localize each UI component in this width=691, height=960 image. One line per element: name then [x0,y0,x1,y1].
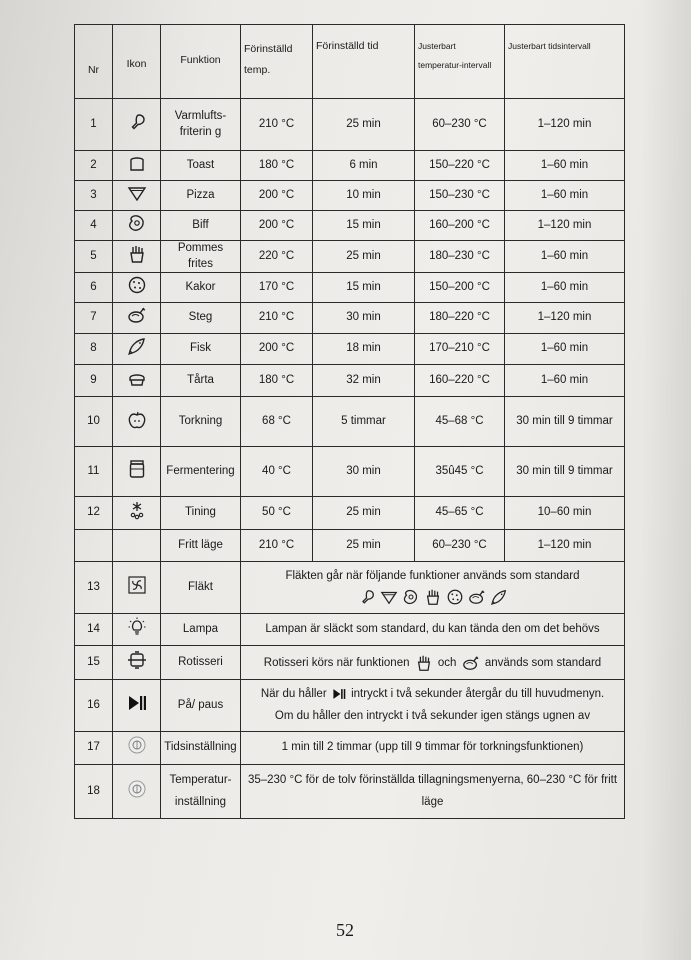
row-nr: 5 [75,241,113,273]
header-nr: Nr [75,25,113,99]
row-function: Torkning [161,397,241,447]
rotisserie-icon [127,650,147,670]
row-nr: 17 [75,732,113,765]
rotisseri-desc-part2: och [437,656,457,669]
row-function: Tidsinställning [161,732,241,765]
row-temp: 200 °C [241,211,313,241]
row-icon-cell [113,732,161,765]
row-icon-cell [113,334,161,365]
fan-icon [127,575,147,595]
row-time-range: 1–60 min [505,241,625,273]
row-time: 6 min [313,151,415,181]
row-temp-range: 180–220 °C [415,303,505,334]
row-temp: 200 °C [241,181,313,211]
row-time-range: 1–60 min [505,365,625,397]
row-description: Lampan är släckt som standard, du kan tända den om det behövs [241,614,625,646]
flakt-icon-row [244,588,621,606]
table-row-lampa [75,614,625,646]
row-time-range: 1–60 min [505,273,625,303]
row-temp-range: 35û45 °C [415,447,505,497]
steak-icon [127,213,147,233]
row-description [241,646,625,680]
row-function: Varmlufts-friterin g [161,99,241,151]
row-icon-cell [113,614,161,646]
row-nr: 2 [75,151,113,181]
row-time: 5 timmar [313,397,415,447]
row-time-range: 1–120 min [505,211,625,241]
row-temp-range: 45–65 °C [415,497,505,530]
table-row [75,447,625,497]
row-function: Fläkt [161,562,241,614]
row-time: 15 min [313,273,415,303]
row-icon-cell [113,151,161,181]
row-time: 32 min [313,365,415,397]
row-temp: 200 °C [241,334,313,365]
table-row [75,211,625,241]
row-nr: 18 [75,765,113,819]
row-function: Temperatur-inställning [161,765,241,819]
dial-icon [127,779,147,799]
jar-icon [127,459,147,479]
header-justerbart-tid: Justerbart tidsintervall [505,25,625,99]
table-row [75,181,625,211]
row-temp: 50 °C [241,497,313,530]
paus-desc-part1: När du håller [260,687,327,700]
row-nr: 12 [75,497,113,530]
header-ikon: Ikon [113,25,161,99]
row-description: 35–230 °C för de tolv förinställda tillagningsmenyerna, 60–230 °C för fritt läge [241,765,625,819]
page-edge-shadow [641,0,691,960]
row-nr: 6 [75,273,113,303]
row-temp-range: 170–210 °C [415,334,505,365]
row-temp: 180 °C [241,365,313,397]
apple-icon [127,409,147,429]
row-icon-cell [113,241,161,273]
drumstick-icon [358,588,376,606]
row-icon-cell [113,397,161,447]
paus-desc-line2: Om du håller den intryckt i två sekunder igen stängs ugnen av [274,709,591,722]
row-nr: 3 [75,181,113,211]
row-nr: 1 [75,99,113,151]
roast-chicken-icon [127,305,147,325]
cake-icon [127,368,147,388]
row-time: 25 min [313,497,415,530]
row-icon-cell [113,497,161,530]
page-number: 52 [336,920,354,940]
row-temp: 68 °C [241,397,313,447]
lamp-icon [127,617,147,637]
row-function: Fermentering [161,447,241,497]
row-temp: 220 °C [241,241,313,273]
cookie-icon [127,275,147,295]
play-pause-icon [127,693,147,713]
row-nr: 11 [75,447,113,497]
row-temp-range: 45–68 °C [415,397,505,447]
row-description: 1 min till 2 timmar (upp till 9 timmar för torkningsfunktionen) [241,732,625,765]
row-nr: 7 [75,303,113,334]
cookie-icon [446,588,464,606]
row-icon-cell [113,765,161,819]
header-forinstalld-tid: Förinställd tid [313,25,415,99]
row-temp-range: 60–230 °C [415,530,505,562]
row-function: Toast [161,151,241,181]
row-function: Steg [161,303,241,334]
flakt-description: Fläkten går när följande funktioner används som standard [285,569,580,582]
row-time: 10 min [313,181,415,211]
row-icon-cell [113,530,161,562]
roast-chicken-icon [468,588,486,606]
functions-table [74,24,625,819]
row-icon-cell [113,211,161,241]
row-time: 25 min [313,99,415,151]
header-row [75,25,625,99]
row-time-range: 1–60 min [505,334,625,365]
table-row [75,334,625,365]
row-function: Rotisseri [161,646,241,680]
row-temp: 210 °C [241,99,313,151]
row-nr: 8 [75,334,113,365]
fries-icon [127,244,147,264]
row-time-range: 1–120 min [505,530,625,562]
header-justerbart-temp: Justerbart temperatur-intervall [415,25,505,99]
row-icon-cell [113,273,161,303]
row-time: 15 min [313,211,415,241]
row-temp-range: 60–230 °C [415,99,505,151]
row-function: Pommes frites [161,241,241,273]
row-function: Pizza [161,181,241,211]
drumstick-icon [127,112,147,132]
row-temp-range: 150–200 °C [415,273,505,303]
dial-icon [127,735,147,755]
play-pause-icon [332,687,346,701]
row-temp: 170 °C [241,273,313,303]
table-row-tid [75,732,625,765]
row-function: Tining [161,497,241,530]
row-nr: 4 [75,211,113,241]
row-time: 30 min [313,303,415,334]
pizza-icon [380,588,398,606]
defrost-icon [127,500,147,520]
table-row [75,151,625,181]
row-temp-range: 150–230 °C [415,181,505,211]
row-nr: 10 [75,397,113,447]
row-function: Tårta [161,365,241,397]
row-temp: 40 °C [241,447,313,497]
table-row [75,241,625,273]
row-nr [75,530,113,562]
row-function: På/ paus [161,680,241,732]
roast-chicken-icon [462,654,480,672]
row-function: Fritt läge [161,530,241,562]
row-temp: 210 °C [241,530,313,562]
row-function: Biff [161,211,241,241]
row-time: 25 min [313,530,415,562]
table-row-flakt [75,562,625,614]
header-forinstalld-temp: Förinställd temp. [241,25,313,99]
row-description [241,562,625,614]
row-icon-cell [113,646,161,680]
steak-icon [402,588,420,606]
row-time-range: 30 min till 9 timmar [505,447,625,497]
row-icon-cell [113,303,161,334]
table-row-temp [75,765,625,819]
row-icon-cell [113,181,161,211]
row-nr: 13 [75,562,113,614]
rotisseri-desc-part3: används som standard [484,656,602,669]
row-time-range: 1–120 min [505,303,625,334]
table-row [75,303,625,334]
row-temp-range: 160–220 °C [415,365,505,397]
row-time-range: 1–60 min [505,151,625,181]
row-nr: 16 [75,680,113,732]
table-row [75,497,625,530]
row-temp-range: 180–230 °C [415,241,505,273]
row-time-range: 1–120 min [505,99,625,151]
toast-icon [127,153,147,173]
row-description [241,680,625,732]
table-row [75,273,625,303]
row-time-range: 30 min till 9 timmar [505,397,625,447]
table-row [75,397,625,447]
table-row-rotisseri [75,646,625,680]
row-temp: 180 °C [241,151,313,181]
table-row [75,530,625,562]
row-temp-range: 150–220 °C [415,151,505,181]
rotisseri-desc-part1: Rotisseri körs när funktionen [263,656,410,669]
row-time: 18 min [313,334,415,365]
table-row [75,99,625,151]
pizza-icon [127,183,147,203]
row-icon-cell [113,562,161,614]
row-nr: 14 [75,614,113,646]
row-function: Lampa [161,614,241,646]
row-time-range: 1–60 min [505,181,625,211]
row-icon-cell [113,447,161,497]
fish-icon [127,336,147,356]
row-time-range: 10–60 min [505,497,625,530]
row-time: 25 min [313,241,415,273]
fries-icon [415,654,433,672]
row-temp: 210 °C [241,303,313,334]
row-icon-cell [113,365,161,397]
table-row-paus [75,680,625,732]
row-temp-range: 160–200 °C [415,211,505,241]
row-function: Kakor [161,273,241,303]
row-time: 30 min [313,447,415,497]
header-funktion: Funktion [161,25,241,99]
fish-icon [490,588,508,606]
row-icon-cell [113,99,161,151]
paus-desc-part2: intryckt i två sekunder återgår du till huvudmenyn. [351,687,605,700]
row-nr: 15 [75,646,113,680]
fries-icon [424,588,442,606]
row-function: Fisk [161,334,241,365]
table-row [75,365,625,397]
row-icon-cell [113,680,161,732]
row-nr: 9 [75,365,113,397]
